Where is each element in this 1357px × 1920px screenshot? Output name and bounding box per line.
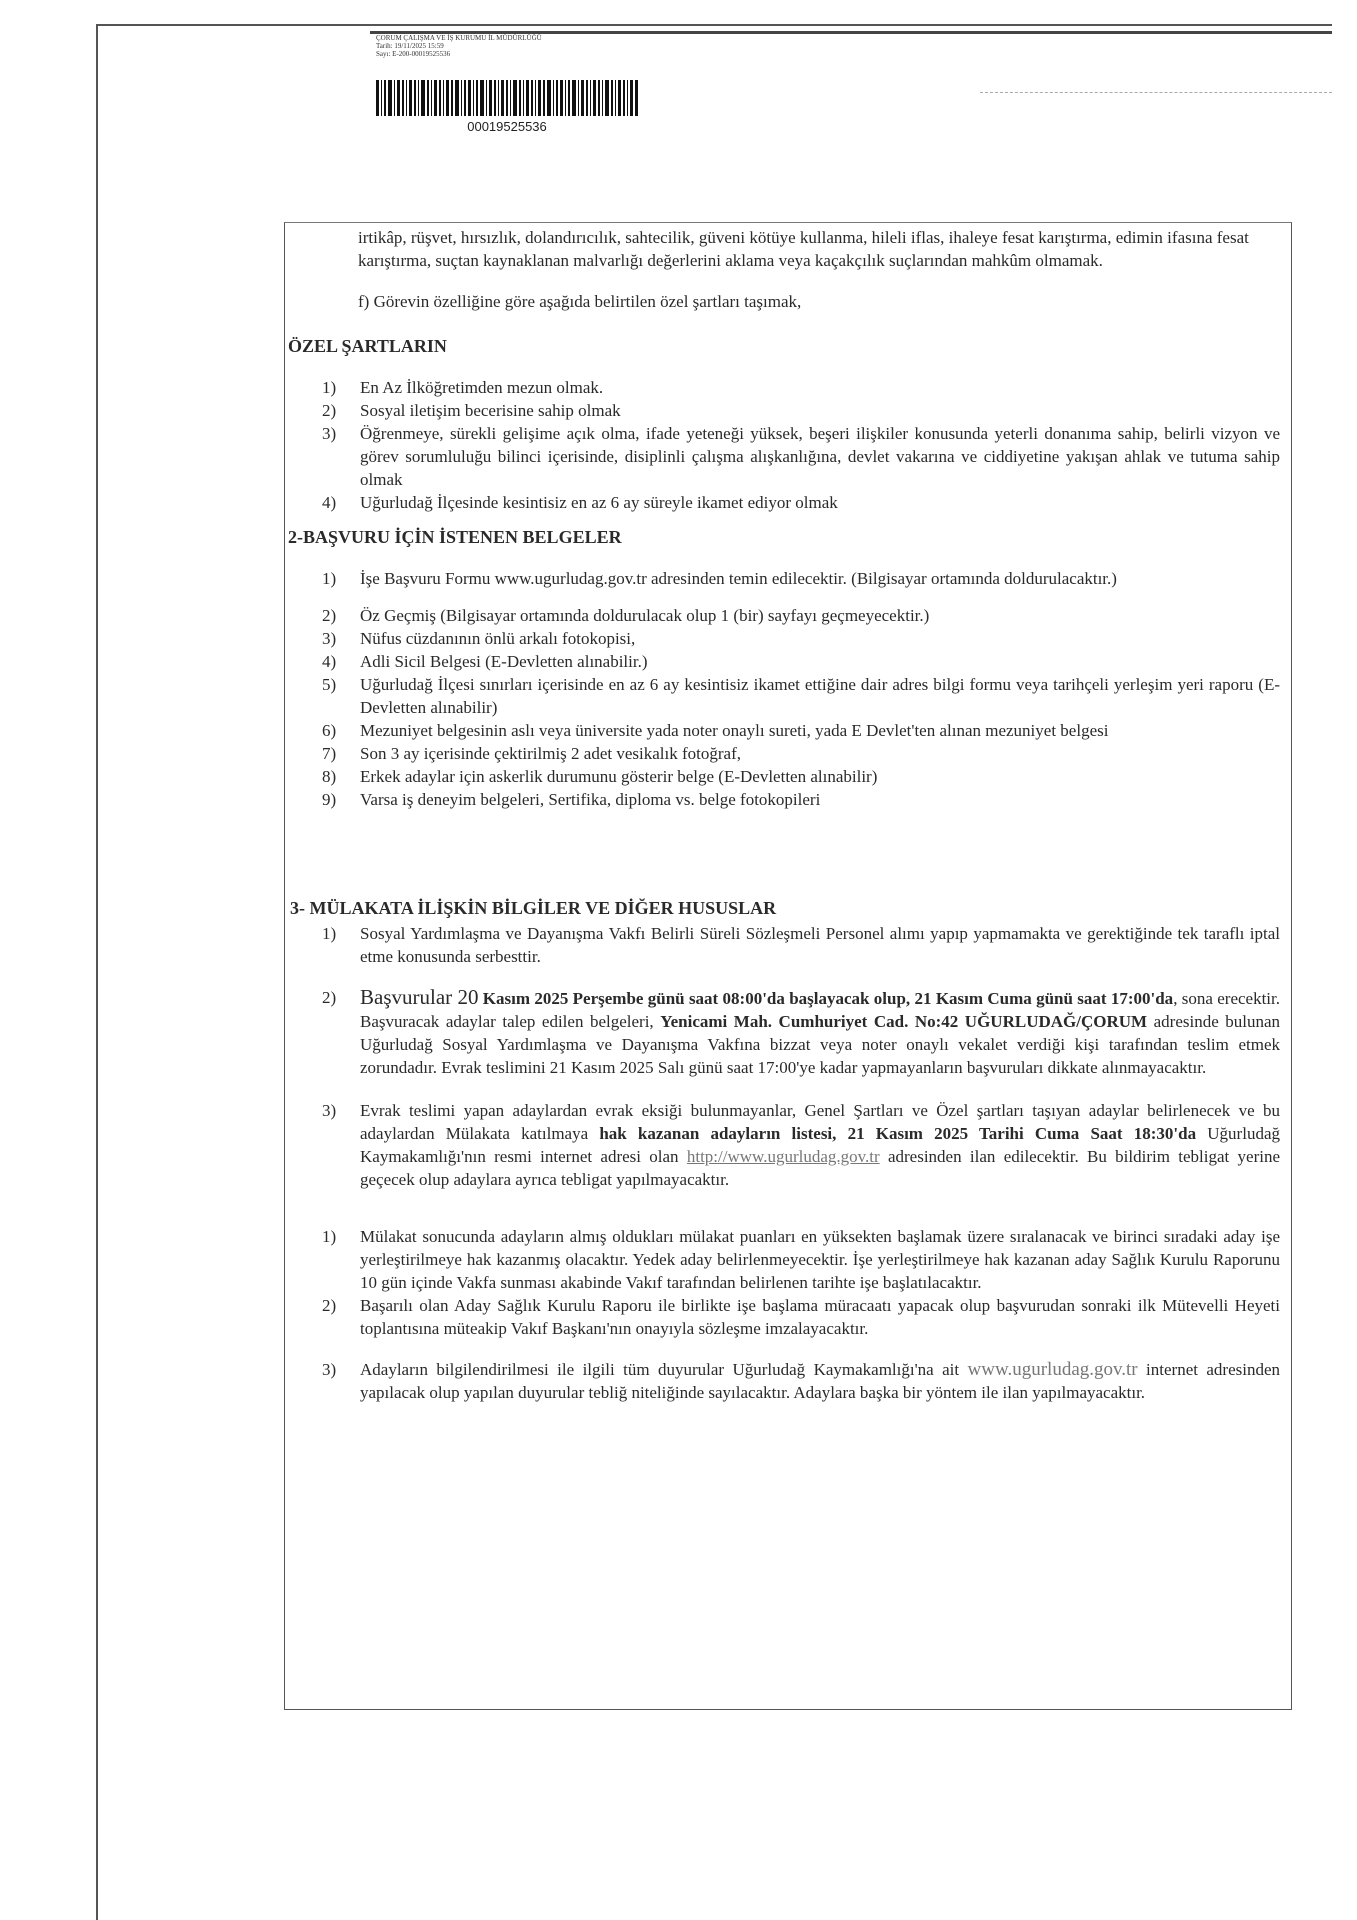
list-item: 9) Varsa iş deneyim belgeleri, Sertifika, diploma vs. belge fotokopileri <box>322 790 821 809</box>
mulakat-heading: 3- MÜLAKATA İLİŞKİN BİLGİLER VE DİĞER HUSUSLAR <box>290 898 777 918</box>
barcode-number: 00019525536 <box>467 119 547 134</box>
intro-paragraph: irtikâp, rüşvet, hırsızlık, dolandırıcılık, sahtecilik, güveni kötüye kullanma, hileli iflas, ihaleye fesat karıştırma, edimin ifasına fesat karıştırma, suçtan kaynaklanan malvarlığı değerlerini aklama veya kaçakçılık suçlarından mahkûm olmamak. <box>358 228 1249 270</box>
stamp-date: Tarih: 19/11/2025 15:59 <box>376 42 444 50</box>
document-body <box>286 224 1286 1404</box>
list-item: 7) Son 3 ay içerisinde çektirilmiş 2 adet vesikalık fotoğraf, <box>322 744 741 763</box>
list-item: 3) Adayların bilgilendirilmesi ile ilgili tüm duyurular Uğurludağ Kaymakamlığı'na ait www.ugurludag.gov.tr internet adresinden yapılacak olup yapılan duyurular tebliğ niteliğinde sayılacaktır. Adaylara başka bir yöntem ile ilan yapılmayacaktır. <box>322 1359 1281 1402</box>
website-link[interactable]: http://www.ugurludag.gov.tr <box>686 1147 880 1166</box>
list-item: 1) Sosyal Yardımlaşma ve Dayanışma Vakfı Belirli Süreli Sözleşmeli Personel alımı yapıp yapmamakta ve gerektiğinde tek taraflı iptal etme konusunda serbesttir. <box>322 924 1280 966</box>
belgeler-list <box>286 567 1286 811</box>
list-item: 2) Sosyal iletişim becerisine sahip olmak <box>322 401 621 420</box>
list-item: 2) Başvurular 20 Kasım 2025 Perşembe günü saat 08:00'da başlayacak olup, 21 Kasım Cuma günü saat 17:00'da, sona erecektir. Başvuracak adaylar talep edilen belgeleri, Yenicami Mah. Cumhuriyet Cad. No:42 UĞURLUDAĞ/ÇORUM adresinde bulunan Uğurludağ Sosyal Yardımlaşma ve Dayanışma Vakfına bizzat veya noter onaylı vekalet verdiği kişi tarafından teslim etmek zorundadır. Evrak teslimini 21 Kasım 2025 Salı günü saat 17:00'ye kadar yapmayanların başvuruları dikkate alınmayacaktır. <box>322 985 1281 1077</box>
list-item: 2) Öz Geçmiş (Bilgisayar ortamında doldurulacak olup 1 (bir) sayfayı geçmeyecektir.) <box>322 606 930 625</box>
list-item: 1) En Az İlköğretimden mezun olmak. <box>322 378 604 397</box>
stamp-institution: ÇORUM ÇALIŞMA VE İŞ KURUMU İL MÜDÜRLÜĞÜ <box>376 34 542 42</box>
list-item: 3) Öğrenmeye, sürekli gelişime açık olma, ifade yeteneği yüksek, beşeri ilişkiler konusunda yeterli donanıma sahip, belirli vizyon ve görev sorumluluğu bilinci içerisinde, disiplinli çalışma alışkanlığına, devlet vakarına ve ciddiyetine yakışan ahlak ve tutuma sahip olmak <box>322 424 1280 489</box>
document-stamp <box>376 34 696 58</box>
scan-edge-top <box>96 24 1332 26</box>
mulakat-list <box>286 922 1286 1191</box>
scan-edge-left <box>96 24 98 1920</box>
ozel-sartlar-heading: ÖZEL ŞARTLARIN <box>288 336 447 356</box>
scan-dash-line <box>980 92 1332 93</box>
ozel-sartlar-list <box>286 376 1286 514</box>
list-item: 8) Erkek adaylar için askerlik durumunu gösterir belge (E-Devletten alınabilir) <box>322 767 878 786</box>
list-item: 1) İşe Başvuru Formu www.ugurludag.gov.tr adresinden temin edilecektir. (Bilgisayar ortamında doldurulacaktır.) <box>322 569 1117 588</box>
mulakat-list-b <box>286 1225 1286 1404</box>
stamp-number: Sayı: E-200-00019525536 <box>376 50 451 58</box>
list-item: 2) Başarılı olan Aday Sağlık Kurulu Raporu ile birlikte işe başlama müracaatı yapacak olup başvurudan sonraki ilk Mütevelli Heyeti toplantısına müteakip Vakıf Başkanı'nın onayıyla sözleşme imzalayacaktır. <box>322 1296 1280 1338</box>
list-item: 4) Uğurludağ İlçesinde kesintisiz en az 6 ay süreyle ikamet ediyor olmak <box>322 493 838 512</box>
list-item: 6) Mezuniyet belgesinin aslı veya üniversite yada noter onaylı sureti, yada E Devlet'ten alınan mezuniyet belgesi <box>322 721 1109 740</box>
barcode-icon <box>376 80 638 116</box>
belgeler-heading: 2-BAŞVURU İÇİN İSTENEN BELGELER <box>288 527 622 547</box>
list-item: 4) Adli Sicil Belgesi (E-Devletten alınabilir.) <box>322 652 648 671</box>
intro-item-f: f) Görevin özelliğine göre aşağıda belirtilen özel şartları taşımak, <box>358 292 802 311</box>
list-item: 1) Mülakat sonucunda adayların almış oldukları mülakat puanları en yüksekten başlamak üzere sıralanacak ve birinci sıradaki aday işe yerleştirilmeye hak kazanmış olacaktır. Yedek aday belirlenmeyecektir. İşe yerleştirilmeye hak kazanan aday Sağlık Kurulu Raporunu 10 gün içinde Vakfa sunması akabinde Vakıf tarafından belirlenen tarihte işe başlatılacaktır. <box>322 1227 1280 1292</box>
website-link-2[interactable]: www.ugurludag.gov.tr <box>967 1359 1138 1380</box>
list-item: 3) Nüfus cüzdanının önlü arkalı fotokopisi, <box>322 629 636 648</box>
list-item: 5) Uğurludağ İlçesi sınırları içerisinde en az 6 ay kesintisiz ikamet ettiğine dair adres bilgi formu veya tarihçeli yerleşim yeri raporu (E-Devletten alınabilir) <box>322 675 1280 717</box>
list-item: 3) Evrak teslimi yapan adaylardan evrak eksiği bulunmayanlar, Genel Şartları ve Özel şartları taşıyan adaylar belirlenecek ve bu adaylardan Mülakata katılmaya hak kazanan adayların listesi, 21 Kasım 2025 Tarihi Cuma Saat 18:30'da Uğurludağ Kaymakamlığı'nın resmi internet adresi olan http://www.ugurludag.gov.tr adresinden ilan edilecektir. Bu bildirim tebligat yerine geçecek olup adaylara ayrıca tebligat yapılmayacaktır. <box>322 1101 1280 1189</box>
